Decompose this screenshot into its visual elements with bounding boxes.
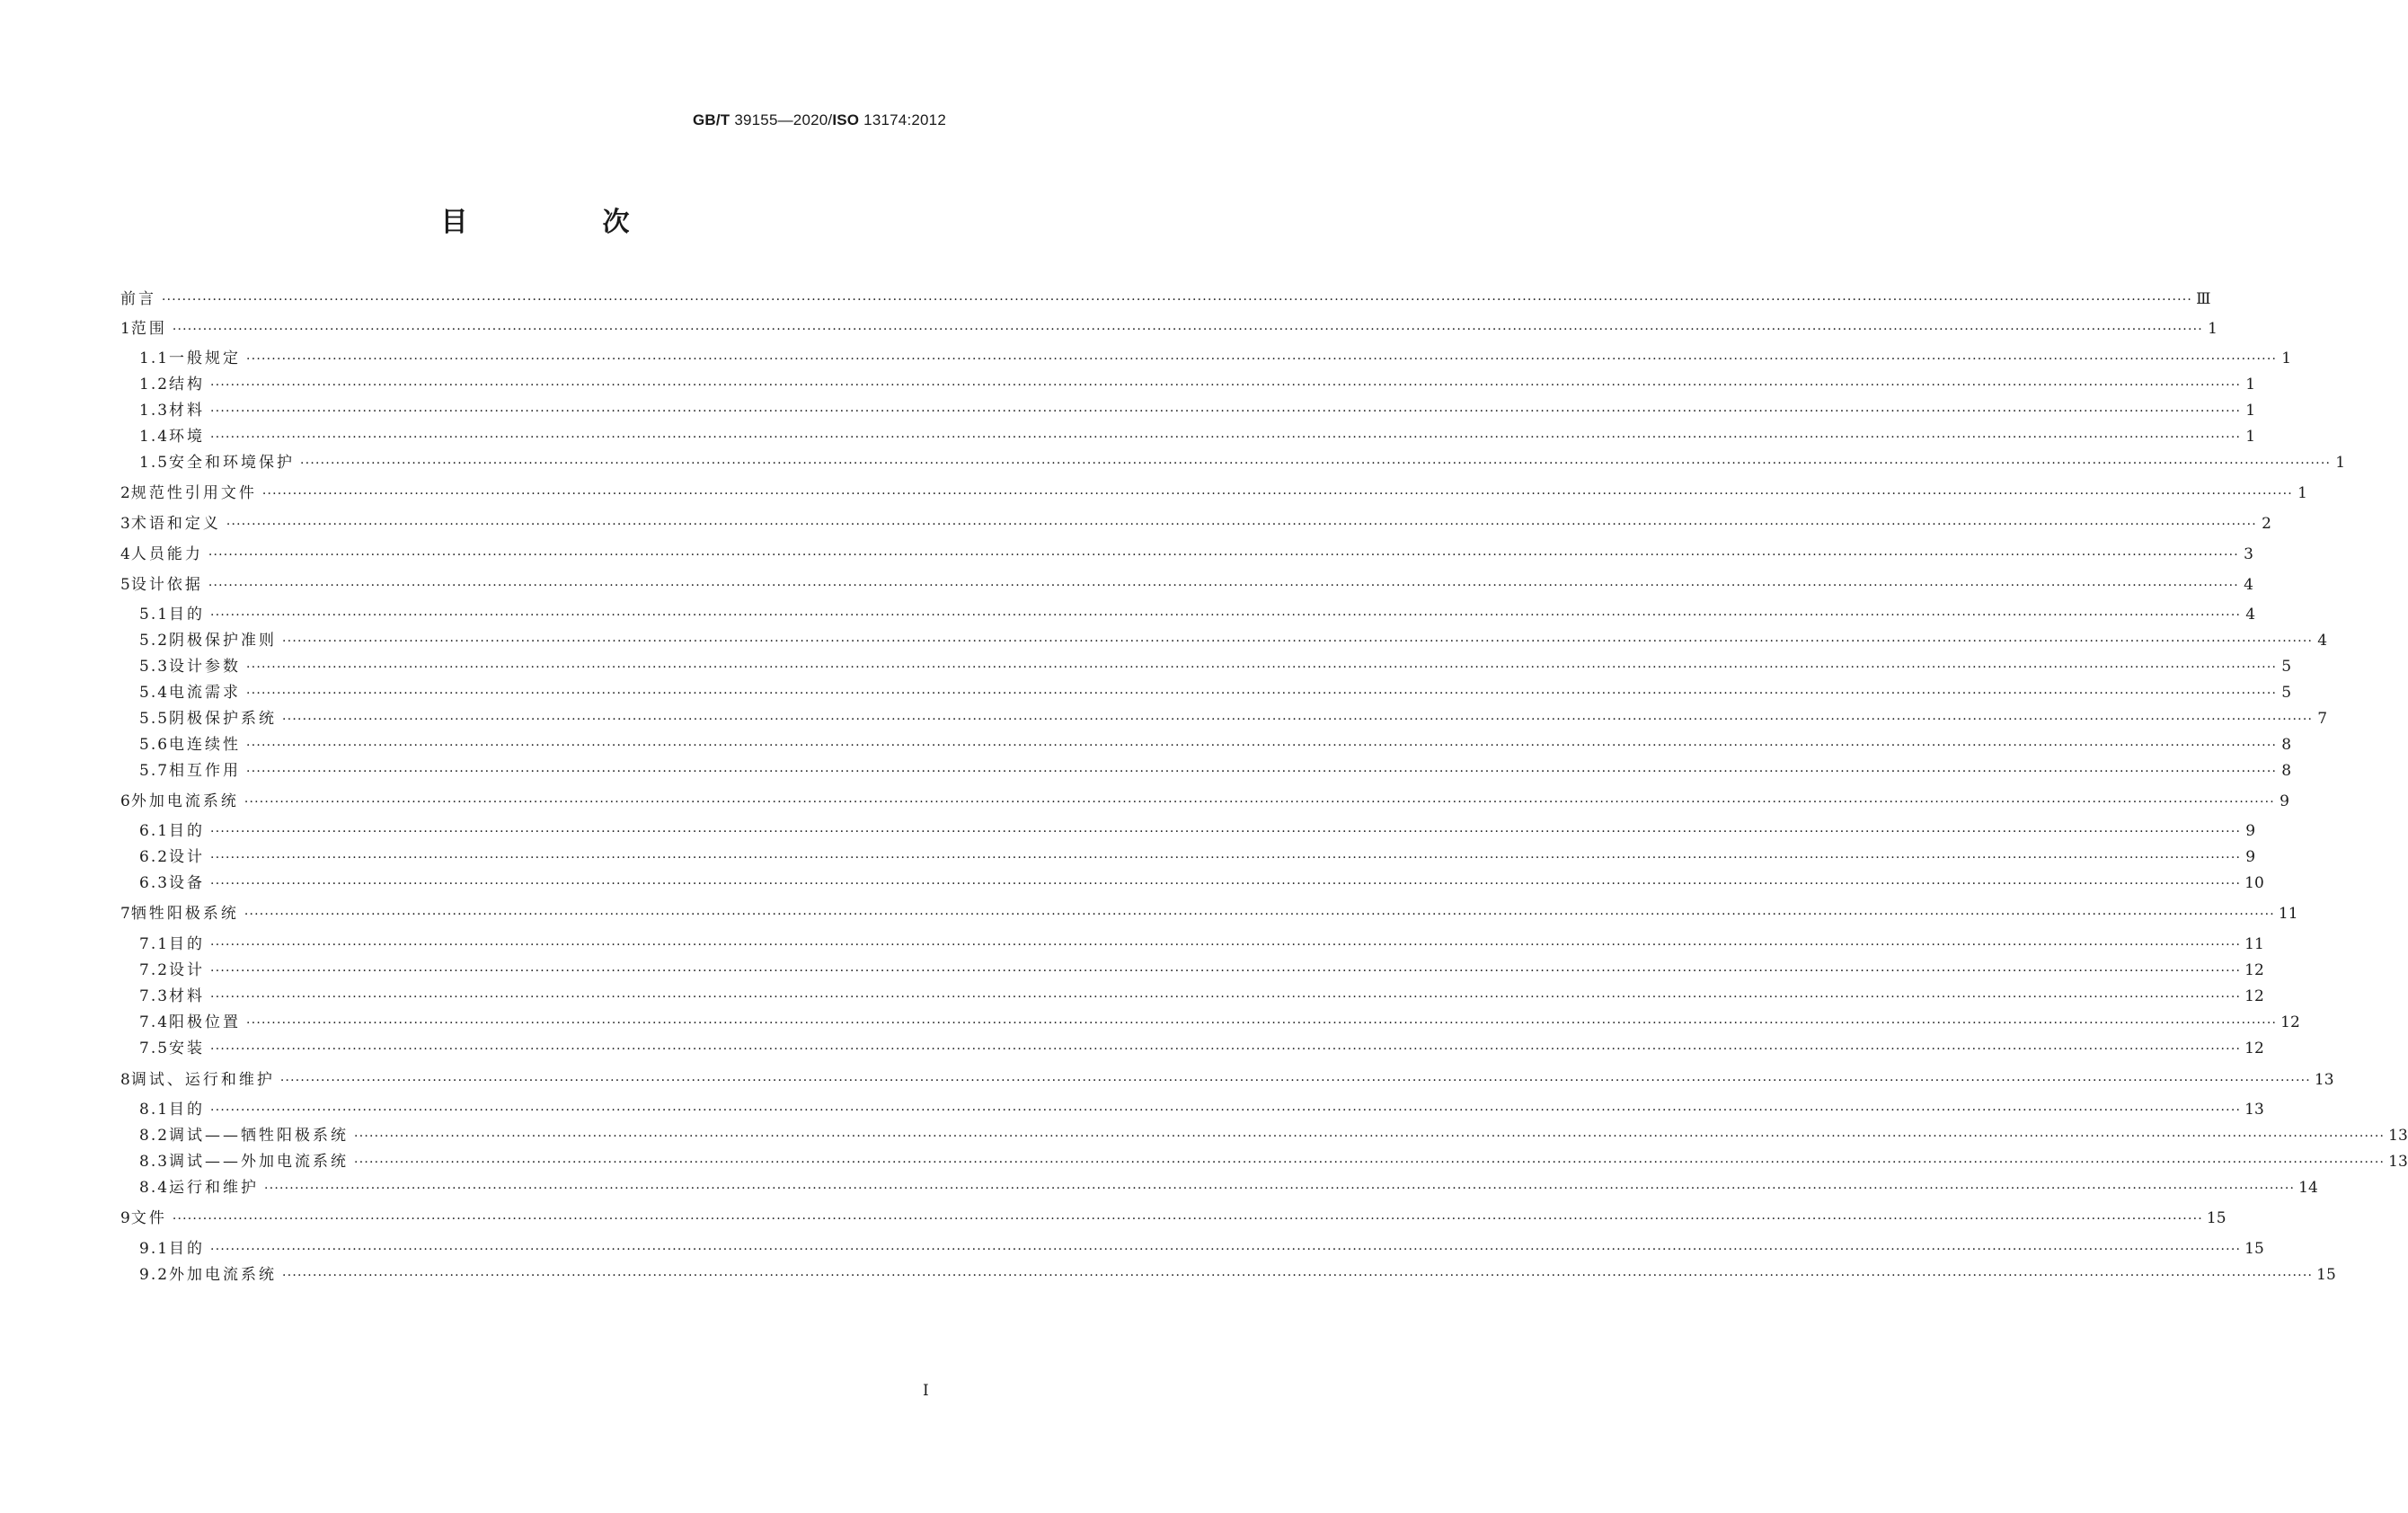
toc-entry[interactable] [120,761,2292,781]
toc-entry-number: 5.4 [139,684,170,702]
toc-entry-label: 牺牲阳极系统 [130,905,239,923]
toc-leader-dots: ················································································································································································································································································································································································································ [246,660,2278,675]
toc-entry[interactable] [120,960,2264,980]
toc-entry-page: 9 [2280,792,2289,810]
page-title: 目 次 [440,207,684,238]
toc-leader-dots: ················································································································································································································································································································································································································ [172,323,2203,337]
toc-entry-number: 1.3 [139,402,170,420]
toc-entry-page: 11 [2278,905,2298,923]
toc-entry-number: 5.6 [139,736,170,754]
toc-leader-dots: ················································································································································································································································································································································································································ [261,487,2293,501]
toc-entry-number: 2 [120,484,131,502]
toc-entry-page: 7 [2317,710,2328,728]
toc-entry-page: 5 [2281,658,2292,676]
toc-entry-number: 4 [120,545,131,563]
toc-entry-page: 1 [2245,402,2256,420]
toc-entry[interactable] [120,1013,2300,1032]
toc-entry-page: 8 [2281,736,2292,754]
toc-entry[interactable] [120,427,2256,447]
toc-entry-page: 11 [2244,935,2264,953]
toc-leader-dots: ················································································································································································································································································································································································································ [210,1042,2242,1057]
standard-number: 39155—2020/ [734,111,833,128]
toc-entry[interactable] [120,375,2256,394]
toc-entry-number: 8.4 [139,1179,170,1197]
toc-leader-dots: ················································································································································································································································································································································································································ [282,634,2314,649]
toc-leader-dots: ················································································································································································································································································································································································································ [246,686,2278,701]
toc-entry-label: 范围 [130,320,167,338]
toc-leader-dots: ················································································································································································································································································································································································································ [246,765,2278,779]
toc-entry-page: 1 [2208,320,2218,338]
toc-entry-label: 设计依据 [130,576,203,594]
toc-entry-label: 材料 [169,402,206,420]
toc-leader-dots: ················································································································································································································································································································································································································ [210,877,2242,891]
toc-leader-dots: ················································································································································································································································································································································································································ [300,456,2332,471]
toc-entry[interactable] [120,289,2211,309]
toc-leader-dots: ················································································································································································································································································································································································································ [162,293,2193,307]
iso-number: 13174:2012 [863,111,946,128]
toc-entry[interactable] [120,735,2292,755]
toc-entry-number: 7.2 [139,961,170,979]
toc-entry-number: 5.2 [139,632,170,650]
toc-entry-number: 7.4 [139,1013,170,1031]
toc-entry-number: 9.1 [139,1240,170,1258]
toc-entry-label: 前言 [120,290,156,308]
toc-entry-page: 12 [2244,1040,2264,1057]
toc-entry-page: 13 [2314,1071,2334,1089]
toc-entry-page: 15 [2244,1240,2264,1258]
toc-leader-dots: ················································································································································································································································································································································································································ [246,1016,2278,1031]
toc-entry-page: 15 [2316,1266,2336,1284]
toc-entry-page: 9 [2245,848,2256,866]
toc-entry[interactable] [120,544,2253,564]
toc-entry[interactable] [120,1070,2334,1090]
toc-entry-number: 8.2 [139,1127,170,1145]
toc-entry-page: 13 [2388,1153,2408,1171]
toc-entry-label: 环境 [169,428,206,446]
toc-entry-number: 5.7 [139,762,170,780]
toc-entry[interactable] [120,1100,2264,1119]
toc-entry-number: 8.3 [139,1153,170,1171]
toc-entry[interactable] [120,631,2328,650]
toc-entry-label: 规范性引用文件 [130,484,257,502]
toc-entry[interactable] [120,1239,2264,1259]
toc-entry-number: 9.2 [139,1266,170,1284]
toc-entry-label: 目的 [169,1101,206,1119]
toc-leader-dots: ················································································································································································································································································································································································································ [243,907,2275,922]
toc-entry-number: 5 [120,576,131,594]
toc-entry-label: 相互作用 [169,762,242,780]
toc-entry-page: 12 [2280,1013,2300,1031]
toc-leader-dots: ················································································································································································································································································································································································································ [210,990,2242,1004]
toc-entry[interactable] [120,792,2289,811]
toc-entry[interactable] [120,1126,2408,1146]
toc-entry-label: 材料 [169,987,206,1005]
toc-entry-label: 目的 [169,935,206,953]
toc-entry[interactable] [120,904,2298,924]
toc-entry[interactable] [120,319,2218,339]
toc-entry[interactable] [120,821,2256,841]
toc-entry[interactable] [120,847,2256,867]
toc-entry[interactable] [120,1265,2336,1285]
toc-entry[interactable] [120,605,2256,624]
toc-entry-label: 阳极位置 [169,1013,242,1031]
toc-entry-label: 设计参数 [169,658,242,676]
toc-entry-number: 7.3 [139,987,170,1005]
toc-entry-page: 15 [2206,1209,2227,1227]
toc-leader-dots: ················································································································································································································································································································································································································ [210,608,2242,623]
toc-entry-page: 4 [2245,606,2256,624]
toc-entry[interactable] [120,1178,2318,1198]
toc-leader-dots: ················································································································································································································································································································································································································ [210,964,2242,978]
toc-leader-dots: ················································································································································································································································································································································································································ [226,518,2257,532]
toc-entry-page: 3 [2244,545,2253,563]
toc-leader-dots: ················································································································································································································································································································································································································ [354,1155,2386,1170]
toc-entry-label: 运行和维护 [169,1179,260,1197]
toc-entry-number: 5.5 [139,710,170,728]
toc-entry-label: 阴极保护准则 [169,632,278,650]
toc-entry-page: 1 [2245,376,2256,394]
toc-entry-label: 设备 [169,874,206,892]
toc-entry-number: 7.5 [139,1040,170,1057]
toc-entry[interactable] [120,1039,2264,1058]
toc-entry-number: 9 [120,1209,131,1227]
toc-entry[interactable] [120,575,2253,595]
toc-entry-number: 1.4 [139,428,170,446]
toc-entry-page: 8 [2281,762,2292,780]
toc-leader-dots: ················································································································································································································································································································································································································ [210,851,2242,865]
toc-leader-dots: ················································································································································································································································································································································································································ [246,352,2278,367]
toc-entry-number: 1.1 [139,349,170,367]
toc-entry-label: 安装 [169,1040,206,1057]
toc-entry-page: 10 [2244,874,2264,892]
toc-entry-label: 目的 [169,606,206,624]
toc-entry[interactable] [120,1208,2227,1228]
toc-entry-number: 6 [120,792,131,810]
toc-leader-dots: ················································································································································································································································································································································································································ [210,430,2242,445]
toc-entry-label: 电连续性 [169,736,242,754]
toc-entry[interactable] [120,514,2271,534]
toc-entry-number: 5.3 [139,658,170,676]
toc-entry-number: 3 [120,515,131,533]
toc-entry-page: 5 [2281,684,2292,702]
toc-entry[interactable] [120,483,2307,503]
toc-entry-label: 外加电流系统 [169,1266,278,1284]
toc-entry-label: 阴极保护系统 [169,710,278,728]
toc-entry-label: 人员能力 [130,545,203,563]
document-code [693,111,946,129]
toc-leader-dots: ················································································································································································································································································································································································································ [210,1103,2242,1118]
toc-entry-page: 9 [2245,822,2256,840]
toc-leader-dots: ················································································································································································································································································································································································································ [172,1212,2203,1226]
toc-entry[interactable] [120,349,2292,368]
toc-entry-label: 目的 [169,822,206,840]
toc-entry-page: 4 [2244,576,2253,594]
toc-leader-dots: ················································································································································································································································································································································································································ [246,739,2278,753]
toc-entry[interactable] [120,683,2292,703]
toc-entry-number: 6.2 [139,848,170,866]
toc-entry[interactable] [120,987,2264,1006]
toc-leader-dots: ················································································································································································································································································································································································································ [210,404,2242,419]
toc-entry-label: 设计 [169,961,206,979]
toc-entry-page: 1 [2297,484,2307,502]
toc-entry[interactable] [120,657,2292,677]
toc-entry[interactable] [120,709,2328,729]
toc-entry-label: 术语和定义 [130,515,221,533]
page-number: I [923,1382,929,1400]
standard-prefix: GB/T [692,111,730,128]
toc-entry-number: 1.2 [139,376,170,394]
toc-entry-label: 调试——牺牲阳极系统 [169,1127,350,1145]
toc-entry-label: 目的 [169,1240,206,1258]
iso-prefix: ISO [832,111,860,128]
toc-entry-page: 2 [2262,515,2271,533]
toc-leader-dots: ················································································································································································································································································································································································································ [264,1181,2296,1196]
toc-entry[interactable] [120,1152,2408,1172]
toc-entry-page: Ⅲ [2196,290,2211,308]
toc-leader-dots: ················································································································································································································································································································································································································ [208,548,2239,562]
toc-entry[interactable] [120,401,2256,420]
toc-leader-dots: ················································································································································································································································································································································································································ [354,1129,2386,1144]
toc-leader-dots: ················································································································································································································································································································································································································ [210,378,2242,393]
toc-entry-page: 1 [2245,428,2256,446]
toc-entry-page: 13 [2244,1101,2264,1119]
toc-entry-number: 7 [120,905,131,923]
toc-entry[interactable] [120,453,2346,473]
toc-entry-label: 外加电流系统 [130,792,239,810]
toc-entry-page: 1 [2281,349,2292,367]
toc-entry-label: 文件 [130,1209,167,1227]
toc-entry-label: 安全和环境保护 [169,454,296,472]
toc-entry-page: 1 [2335,454,2346,472]
toc-entry-number: 6.3 [139,874,170,892]
toc-entry-page: 12 [2244,961,2264,979]
toc-entry-number: 1 [120,320,131,338]
toc-entry-number: 6.1 [139,822,170,840]
toc-entry-number: 5.1 [139,606,170,624]
toc-leader-dots: ················································································································································································································································································································································································································ [282,1269,2314,1283]
toc-entry-label: 调试——外加电流系统 [169,1153,350,1171]
toc-entry[interactable] [120,873,2264,893]
toc-entry-label: 调试、运行和维护 [130,1071,275,1089]
toc-entry-number: 8 [120,1071,131,1089]
toc-leader-dots: ················································································································································································································································································································································································································ [208,579,2239,593]
toc-entry-label: 电流需求 [169,684,242,702]
toc-entry-page: 4 [2317,632,2328,650]
toc-entry-number: 7.1 [139,935,170,953]
toc-leader-dots: ················································································································································································································································································································································································································ [279,1074,2311,1088]
toc-entry[interactable] [120,934,2264,954]
toc-leader-dots: ················································································································································································································································································································································································································ [210,825,2242,839]
toc-leader-dots: ················································································································································································································································································································································································································ [282,712,2314,727]
toc-entry-number: 1.5 [139,454,170,472]
toc-entry-page: 13 [2388,1127,2408,1145]
toc-leader-dots: ················································································································································································································································································································································································································ [210,1243,2242,1257]
toc-entry-page: 14 [2298,1179,2318,1197]
toc-leader-dots: ················································································································································································································································································································································································································ [243,795,2275,810]
toc-entry-label: 设计 [169,848,206,866]
toc-entry-number: 8.1 [139,1101,170,1119]
toc-entry-page: 12 [2244,987,2264,1005]
toc-entry-label: 一般规定 [169,349,242,367]
toc-leader-dots: ················································································································································································································································································································································································································ [210,938,2242,952]
toc-entry-label: 结构 [169,376,206,394]
